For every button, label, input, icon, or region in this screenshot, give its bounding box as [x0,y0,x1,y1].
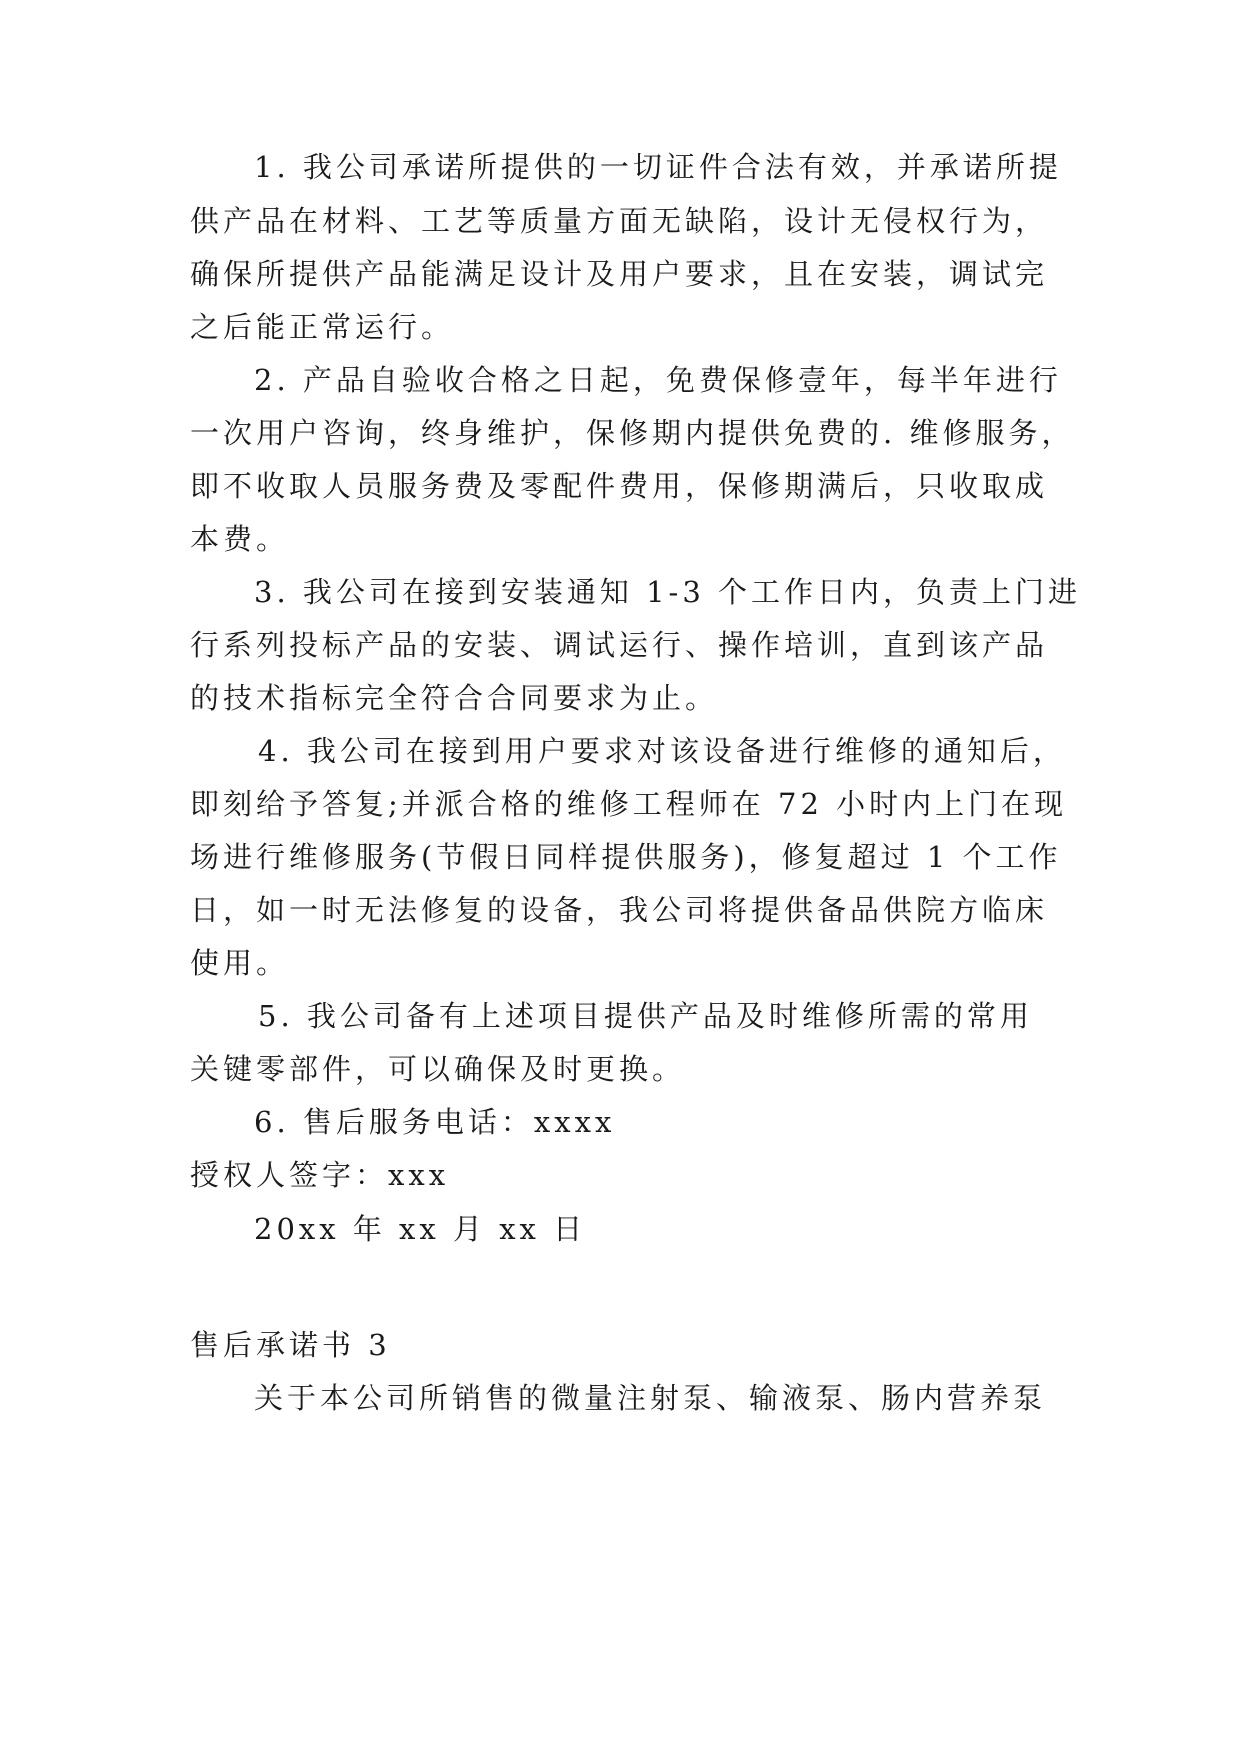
signature-line: 授权人签字：xxx [190,1158,450,1192]
item-3-line-3: 的技术指标完全符合合同要求为止。 [190,681,719,715]
item-4-line-3: 场进行维修服务(节假日同样提供服务)，修复超过 1 个工作 [190,840,1062,874]
item-4-line-1: 4. 我公司在接到用户要求对该设备进行维修的通知后， [258,734,1066,768]
item-3-line-2: 行系列投标产品的安装、调试运行、操作培训，直到该产品 [190,628,1049,662]
item-2-line-2: 一次用户咨询，终身维护，保修期内提供免费的. 维修服务， [190,416,1075,450]
item-4-line-5: 使用。 [190,946,290,980]
item-1-line-4: 之后能正常运行。 [190,310,455,344]
date-line: 20xx 年 xx 月 xx 日 [254,1212,587,1246]
item-2-line-4: 本费。 [190,522,290,556]
section-intro: 关于本公司所销售的微量注射泵、输液泵、肠内营养泵 [254,1381,1047,1415]
section-title: 售后承诺书 3 [190,1328,391,1362]
item-5-line-2: 关键零部件，可以确保及时更换。 [190,1052,686,1086]
item-2-line-3: 即不收取人员服务费及零配件费用，保修期满后，只收取成 [190,469,1049,503]
item-1-line-2: 供产品在材料、工艺等质量方面无缺陷，设计无侵权行为， [190,204,1049,238]
item-2-line-1: 2. 产品自验收合格之日起，免费保修壹年，每半年进行 [254,363,1062,397]
item-1-line-1: 1. 我公司承诺所提供的一切证件合法有效，并承诺所提 [254,150,1062,184]
item-6-phone: 6. 售后服务电话：xxxx [254,1105,616,1139]
item-4-line-4: 日，如一时无法修复的设备，我公司将提供备品供院方临床 [190,893,1049,927]
item-1-line-3: 确保所提供产品能满足设计及用户要求，且在安装，调试完 [190,257,1049,291]
item-3-line-1: 3. 我公司在接到安装通知 1-3 个工作日内，负责上门进 [254,575,1082,609]
item-5-line-1: 5. 我公司备有上述项目提供产品及时维修所需的常用 [258,999,1033,1033]
item-4-line-2: 即刻给予答复;并派合格的维修工程师在 72 小时内上门在现 [190,787,1068,821]
